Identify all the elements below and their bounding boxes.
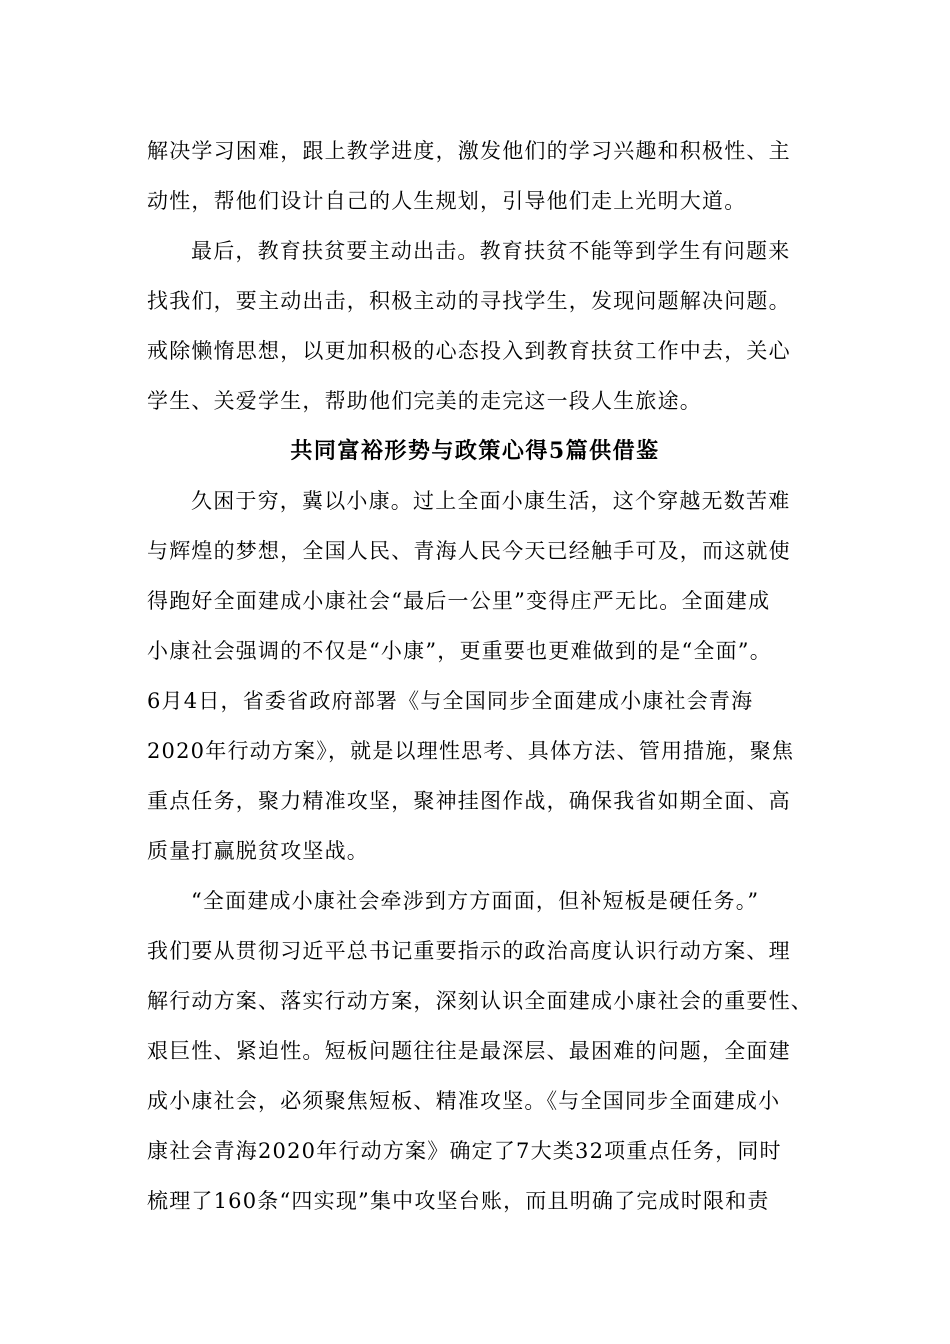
text-line: 得跑好全面建成小康社会“最后一公里”变得庄严无比。全面建成 bbox=[147, 589, 771, 613]
text-line: 6月4日，省委省政府部署《与全国同步全面建成小康社会青海 bbox=[147, 689, 754, 713]
text-line: 重点任务，聚力精准攻坚，聚神挂图作战，确保我省如期全面、高 bbox=[147, 789, 791, 813]
text-line: 小康社会强调的不仅是“小康”，更重要也更难做到的是“全面”。 bbox=[147, 639, 772, 663]
section-heading: 共同富裕形势与政策心得5篇供借鉴 bbox=[290, 438, 660, 464]
text-line: 梳理了160条“四实现”集中攻坚台账，而且明确了完成时限和责 bbox=[147, 1189, 770, 1213]
text-line: 解决学习困难，跟上教学进度，激发他们的学习兴趣和积极性、主 bbox=[147, 139, 791, 163]
text-line: 艰巨性、紧迫性。短板问题往往是最深层、最困难的问题，全面建 bbox=[147, 1039, 791, 1063]
text-line: 2020年行动方案》，就是以理性思考、具体方法、管用措施，聚焦 bbox=[147, 739, 795, 763]
text-line: 找我们，要主动出击，积极主动的寻找学生，发现问题解决问题。 bbox=[147, 289, 791, 313]
paragraph-first-line: 久困于穷，冀以小康。过上全面小康生活，这个穿越无数苦难 bbox=[191, 489, 791, 513]
text-line: 动性，帮他们设计自己的人生规划，引导他们走上光明大道。 bbox=[147, 189, 747, 213]
text-line: 解行动方案、落实行动方案，深刻认识全面建成小康社会的重要性、 bbox=[147, 989, 813, 1013]
paragraph-first-line: 最后，教育扶贫要主动出击。教育扶贫不能等到学生有问题来 bbox=[191, 239, 791, 263]
text-line: 成小康社会，必须聚焦短板、精准攻坚。《与全国同步全面建成小 bbox=[147, 1089, 781, 1113]
text-line: 康社会青海2020年行动方案》确定了7大类32项重点任务，同时 bbox=[147, 1139, 782, 1163]
text-line: 戒除懒惰思想，以更加积极的心态投入到教育扶贫工作中去，关心 bbox=[147, 339, 791, 363]
paragraph-first-line: “全面建成小康社会牵涉到方方面面，但补短板是硬任务。” bbox=[191, 889, 760, 913]
text-line: 我们要从贯彻习近平总书记重要指示的政治高度认识行动方案、理 bbox=[147, 939, 791, 963]
text-line: 质量打赢脱贫攻坚战。 bbox=[147, 839, 369, 863]
text-line: 学生、关爱学生，帮助他们完美的走完这一段人生旅途。 bbox=[147, 389, 702, 413]
text-line: 与辉煌的梦想，全国人民、青海人民今天已经触手可及，而这就使 bbox=[147, 539, 791, 563]
